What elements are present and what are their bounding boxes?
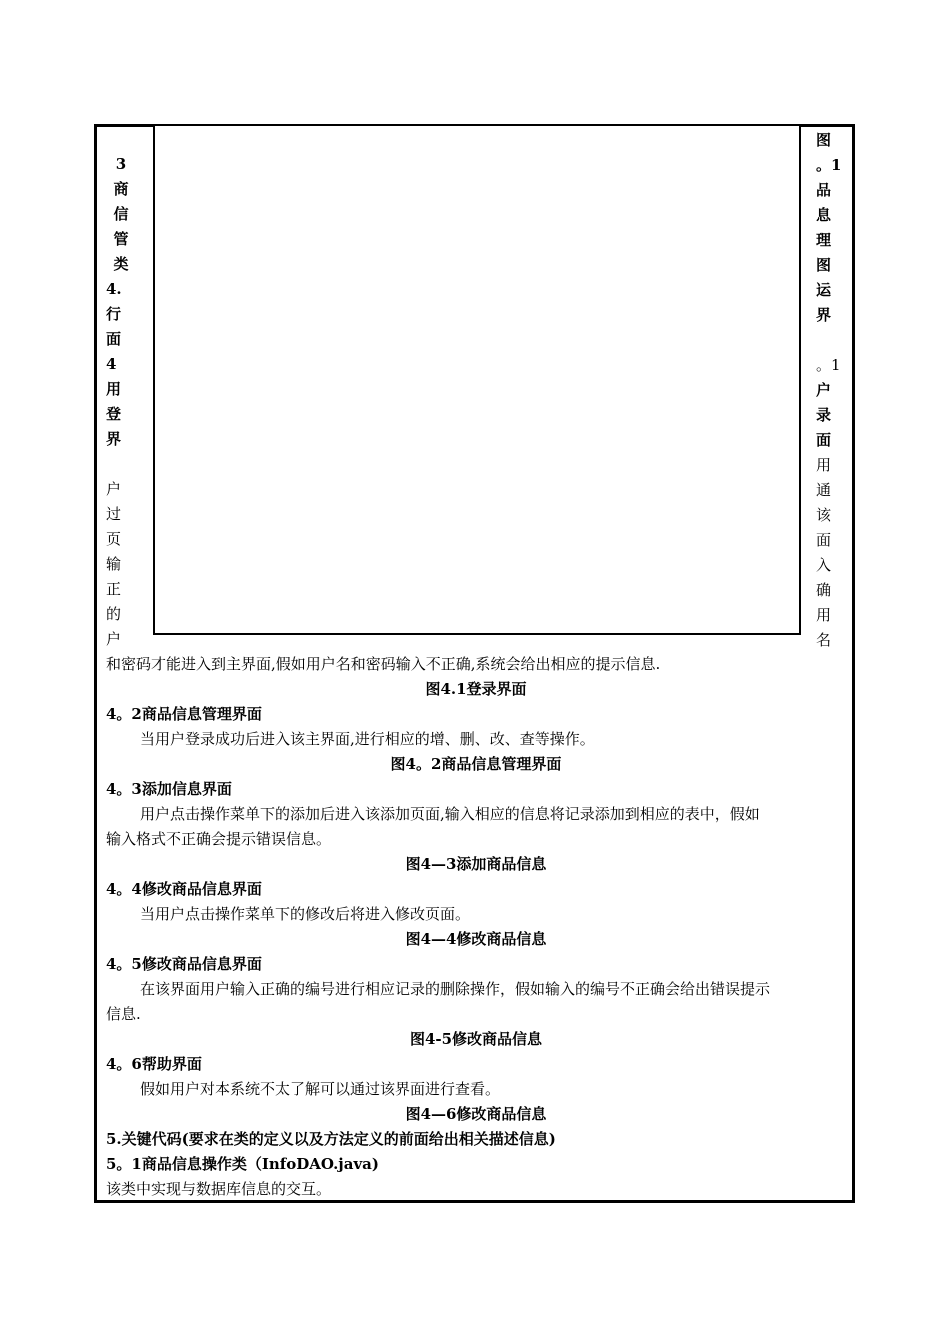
left-char: 面	[106, 330, 122, 348]
right-char: 。1	[816, 156, 842, 174]
right-char: 息	[816, 206, 832, 224]
left-char: 登	[106, 405, 122, 423]
paragraph: 信息.	[106, 1005, 141, 1023]
right-vertical-text	[816, 128, 846, 328]
right-char: 用	[816, 456, 832, 474]
paragraph: 假如用户对本系统不太了解可以通过该界面进行查看。	[140, 1080, 501, 1098]
figure-placeholder-image	[153, 124, 801, 635]
paragraph: 当用户登录成功后进入该主界面,进行相应的增、删、改、查等操作。	[140, 730, 595, 748]
right-char: 界	[816, 306, 832, 324]
right-char: 面	[816, 531, 832, 549]
left-char: 管	[113, 230, 129, 248]
right-vertical-text-2	[816, 353, 846, 653]
left-char: 信	[113, 205, 129, 223]
paragraph: 用户点击操作菜单下的添加后进入该添加页面,输入相应的信息将记录添加到相应的表中，假如	[140, 805, 760, 823]
left-char: 4	[106, 355, 117, 373]
section-heading: 5。1商品信息操作类（InfoDAO.java)	[106, 1155, 379, 1173]
figure-caption: 图4—6修改商品信息	[405, 1105, 547, 1123]
right-char: 名	[816, 631, 832, 649]
right-char: 确	[816, 581, 832, 599]
left-char: 户	[106, 630, 122, 648]
right-char: 运	[816, 281, 832, 299]
section-heading: 4。3添加信息界面	[106, 780, 232, 798]
right-char: 面	[816, 431, 832, 449]
left-char: 4.	[106, 280, 122, 298]
left-char: 过	[106, 505, 122, 523]
right-char: 品	[816, 181, 832, 199]
left-char: 用	[106, 380, 122, 398]
figure-caption: 图4.1登录界面	[425, 680, 527, 698]
right-char: 户	[816, 381, 832, 399]
left-char: 页	[106, 530, 122, 548]
left-char: 界	[106, 430, 122, 448]
left-char: 类	[113, 255, 129, 273]
section-heading: 4。6帮助界面	[106, 1055, 202, 1073]
right-char: 图	[816, 256, 832, 274]
left-char: 行	[106, 305, 122, 323]
right-char: 理	[816, 231, 832, 249]
figure-caption: 图4—3添加商品信息	[405, 855, 547, 873]
right-char: 。1	[816, 356, 841, 374]
right-char: 该	[816, 506, 832, 524]
left-char: 的	[106, 605, 122, 623]
figure-caption: 图4。2商品信息管理界面	[390, 755, 562, 773]
figure-caption: 图4-5修改商品信息	[409, 1030, 543, 1048]
left-char: 商	[113, 180, 129, 198]
paragraph: 和密码才能进入到主界面,假如用户名和密码输入不正确,系统会给出相应的提示信息.	[106, 655, 661, 673]
section-heading: 4。2商品信息管理界面	[106, 705, 262, 723]
left-vertical-text-normal	[106, 477, 136, 652]
right-char: 图	[816, 131, 832, 149]
right-char: 用	[816, 606, 832, 624]
paragraph: 当用户点击操作菜单下的修改后将进入修改页面。	[140, 905, 471, 923]
left-char: 户	[106, 480, 122, 498]
section-heading: 4。5修改商品信息界面	[106, 955, 262, 973]
paragraph: 输入格式不正确会提示错误信息。	[106, 830, 332, 848]
paragraph: 在该界面用户输入正确的编号进行相应记录的删除操作，假如输入的编号不正确会给出错误提示	[140, 980, 771, 998]
left-char: 3	[115, 155, 127, 173]
section-heading: 5.关键代码(要求在类的定义以及方法定义的前面给出相关描述信息)	[106, 1130, 556, 1148]
right-char: 通	[816, 481, 832, 499]
left-char: 正	[106, 580, 122, 598]
paragraph: 该类中实现与数据库信息的交互。	[106, 1180, 332, 1198]
right-char: 入	[816, 556, 832, 574]
figure-caption: 图4—4修改商品信息	[405, 930, 547, 948]
right-char: 录	[816, 406, 832, 424]
left-char: 输	[106, 555, 122, 573]
section-heading: 4。4修改商品信息界面	[106, 880, 262, 898]
left-vertical-text	[106, 152, 136, 452]
